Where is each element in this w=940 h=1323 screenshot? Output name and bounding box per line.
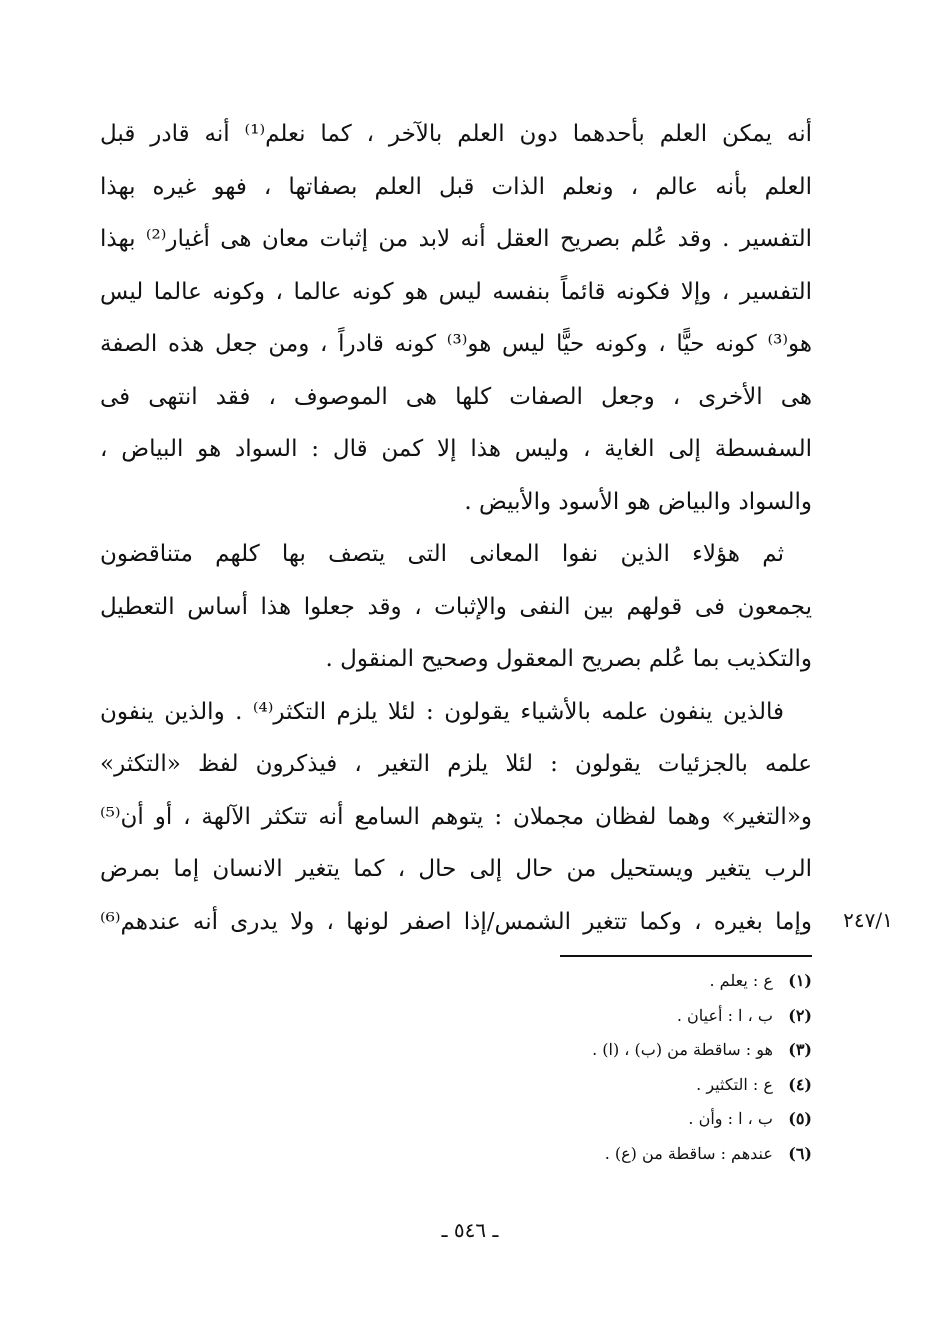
- footnotes: [400, 964, 812, 1171]
- text-line: يجمعون فى قولهم بين النفى والإثبات ، وقد جعلوا هذا أساس التعطيل: [100, 593, 812, 620]
- text-line: علمه بالجزئيات يقولون : لئلا يلزم التغير ، فيذكرون لفظ «التكثر»: [100, 751, 812, 777]
- text-line: هو⁽³⁾ كونه حيًّا ، وكونه حيًّا ليس هو⁽³⁾ كونه قادراً ، ومن جعل هذه الصفة: [100, 331, 812, 357]
- text-line: و«التغير» وهما لفظان مجملان : يتوهم السامع أنه تتكثر الآلهة ، أو أن⁽⁵⁾: [100, 803, 812, 830]
- main-text: [100, 108, 812, 948]
- footnote-text: هو : ساقطة من (ب) ، (ا) .: [592, 1040, 773, 1059]
- text-line: هى الأخرى ، وجعل الصفات كلها هى الموصوف ، فقد انتهى فى: [100, 383, 812, 410]
- footnote-text: ع : التكثير .: [696, 1074, 773, 1094]
- footnote-text: عندهم : ساقطة من (ع) .: [604, 1143, 773, 1163]
- footnote: [400, 1033, 812, 1068]
- footnote: [400, 999, 812, 1034]
- text-line: التفسير ، وإلا فكونه قائماً بنفسه ليس هو كونه عالما ، وكونه عالما ليس: [100, 278, 812, 305]
- text-line: فالذين ينفون علمه بالأشياء يقولون : لئلا يلزم التكثر⁽⁴⁾ . والذين ينفون: [100, 698, 784, 725]
- footnote-number: (٣): [788, 1040, 812, 1059]
- text-line: وإما بغيره ، وكما تتغير الشمس/إذا اصفر لونها ، ولا يدرى أنه عندهم⁽⁶⁾: [100, 908, 812, 935]
- text-line: العلم بأنه عالم ، ونعلم الذات قبل العلم بصفاتها ، فهو غيره بهذا: [100, 173, 812, 200]
- text-line: التفسير . وقد عُلم بصريح العقل أنه لابد من إثبات معان هى أغيار⁽²⁾ بهذا: [100, 226, 812, 252]
- footnote-text: ب ، ا : وأن .: [688, 1109, 773, 1128]
- page-number: ـ ٥٤٦ ـ: [441, 1218, 499, 1242]
- footnote: [400, 964, 812, 999]
- footnote-number: (٢): [788, 1005, 812, 1025]
- text-line: والتكذيب بما عُلم بصريح المعقول وصحيح المنقول .: [325, 646, 812, 672]
- footnote-text: ب ، ا : أعيان .: [676, 1005, 773, 1025]
- footnote-text: ع : يعلم .: [709, 971, 773, 990]
- footnote-number: (٦): [788, 1143, 812, 1163]
- text-line: ثم هؤلاء الذين نفوا المعانى التى يتصف بها كلهم متناقضون: [100, 541, 784, 567]
- footnote: [400, 1137, 812, 1172]
- text-line: والسواد والبياض هو الأسود والأبيض .: [464, 488, 812, 515]
- footnote-number: (٤): [788, 1074, 812, 1094]
- text-line: الرب يتغير ويستحيل من حال إلى حال ، كما يتغير الانسان إما بمرض: [100, 856, 812, 882]
- text-line: السفسطة إلى الغاية ، وليس هذا إلا كمن قال : السواد هو البياض ،: [100, 436, 812, 462]
- footnote-number: (٥): [788, 1109, 812, 1128]
- text-line: أنه يمكن العلم بأحدهما دون العلم بالآخر ، كما نعلم⁽¹⁾ أنه قادر قبل: [100, 121, 812, 147]
- footnote-number: (١): [788, 971, 812, 990]
- footnote-divider: [560, 955, 812, 957]
- margin-page-reference: ٢٤٧/١: [843, 908, 893, 932]
- footnote: [400, 1068, 812, 1103]
- footnote: [400, 1102, 812, 1137]
